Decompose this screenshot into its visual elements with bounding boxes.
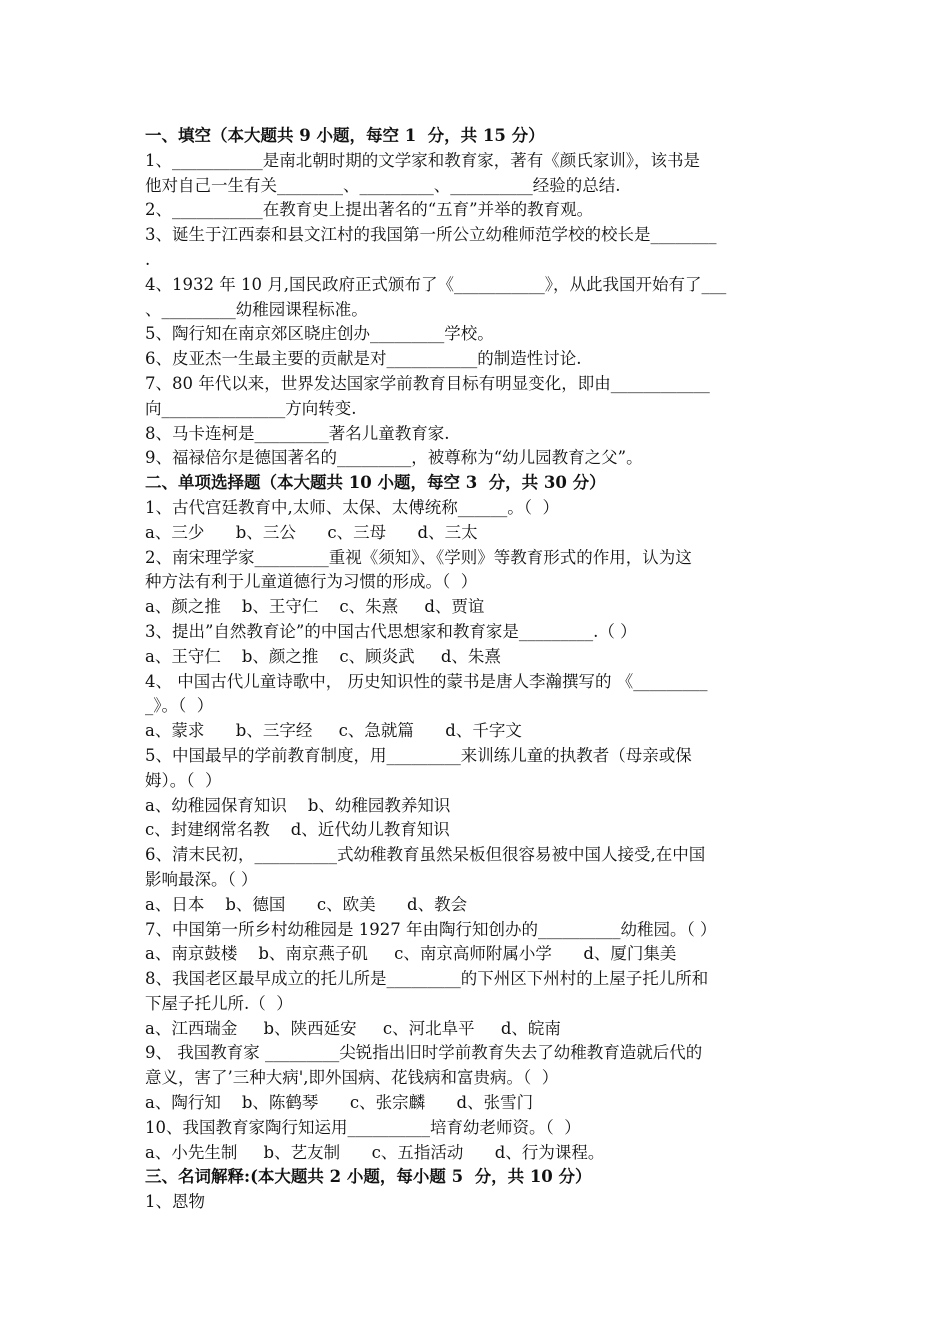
text-line: 4、1932 年 10 月,国民政府正式颁布了《___________》，从此我国开始有了___ [145,274,727,294]
text-line: 3、提出”自然教育论”的中国古代思想家和教育家是_________.（ ） [145,621,637,641]
text-line: 影响最深。（ ） [145,869,258,889]
text-line: 9、福禄倍尔是德国著名的_________，被尊称为“幼儿园教育之父”。 [145,448,643,468]
text-line: a、王守仁 b、颜之推 c、顾炎武 d、朱熹 [145,646,501,666]
text-line: 1、恩物 [145,1192,205,1212]
section-heading: 三、名词解释:(本大题共 2 小题，每小题 5 分，共 10 分） [145,1167,592,1187]
text-line: 8、我国老区最早成立的托儿所是_________的下州区下州村的上屋子托儿所和 [145,969,709,989]
text-line: a、蒙求 b、三字经 c、急就篇 d、千字文 [145,721,522,741]
text-line: 9、 我国教育家 _________尖锐指出旧时学前教育失去了幼稚教育造就后代的 [145,1043,703,1063]
text-line: a、日本 b、德国 c、欧美 d、教会 [145,894,468,914]
text-line: . [145,249,151,269]
text-line: 意义，害了’三种大病',即外国病、花钱病和富贵病。（ ） [145,1068,559,1088]
text-line: 2、___________在教育史上提出著名的“五育”并举的教育观。 [145,200,594,220]
section-heading: 一、填空（本大题共 9 小题，每空 1 分，共 15 分） [145,126,545,145]
text-line: 6、皮亚杰一生最主要的贡献是对___________的制造性讨论. [145,349,582,369]
text-line: 7、中国第一所乡村幼稚园是 1927 年由陶行知创办的__________幼稚园。（ ） [145,919,717,939]
text-line: a、颜之推 b、王守仁 c、朱熹 d、贾谊 [145,597,485,617]
exam-document [145,124,810,1215]
text-line: 3、诞生于江西泰和县文江村的我国第一所公立幼稚师范学校的校长是________ [145,225,717,245]
text-line: c、封建纲常名教 d、近代幼儿教育知识 [145,820,450,840]
text-line: a、陶行知 b、陈鹤琴 c、张宗麟 d、张雪门 [145,1093,534,1113]
text-line: 8、马卡连柯是_________著名儿童教育家. [145,423,450,443]
text-line: _》。（ ） [145,696,214,716]
text-line: 4、 中国古代儿童诗歌中， 历史知识性的蒙书是唐人李瀚撰写的 《_________ [145,671,708,691]
text-line: 10、我国教育家陶行知运用__________培育幼老师资。（ ） [145,1117,581,1137]
text-line: 6、清末民初，__________式幼稚教育虽然呆板但很容易被中国人接受,在中国 [145,845,706,865]
text-line: a、小先生制 b、艺友制 c、五指活动 d、行为课程。 [145,1142,605,1162]
text-line: 5、陶行知在南京郊区晓庄创办_________学校。 [145,324,494,344]
text-line: a、三少 b、三公 c、三母 d、三太 [145,522,478,542]
section-heading: 二、单项选择题（本大题共 10 小题，每空 3 分，共 30 分） [145,473,606,493]
text-line: a、南京鼓楼 b、南京燕子矶 c、南京高师附属小学 d、厦门集美 [145,944,677,964]
text-line: a、幼稚园保育知识 b、幼稚园教养知识 [145,795,451,815]
text-line: 1、___________是南北朝时期的文学家和教育家，著有《颜氏家训》，该书是 [145,150,700,170]
text-line: 下屋子托儿所.（ ） [145,993,293,1013]
text-line: 向_______________方向转变. [145,398,357,418]
text-line: 5、中国最早的学前教育制度，用_________来训练儿童的执教者（母亲或保 [145,745,692,765]
text-line: a、江西瑞金 b、陕西延安 c、河北阜平 d、皖南 [145,1018,561,1038]
text-line: 他对自己一生有关________、_________、__________经验的总结. [145,175,621,195]
text-line: 2、南宋理学家_________重视《须知》、《学则》等教育形式的作用，认为这 [145,547,692,567]
text-line: 姆）。（ ） [145,770,222,790]
text-line: 1、古代宫廷教育中,太师、太保、太傅统称______。（ ） [145,497,559,517]
text-line: 7、80 年代以来，世界发达国家学前教育目标有明显变化，即由____________ [145,373,710,393]
text-line: 种方法有利于儿童道德行为习惯的形成。（ ） [145,572,478,592]
text-line: 、_________幼稚园课程标准。 [145,299,368,319]
